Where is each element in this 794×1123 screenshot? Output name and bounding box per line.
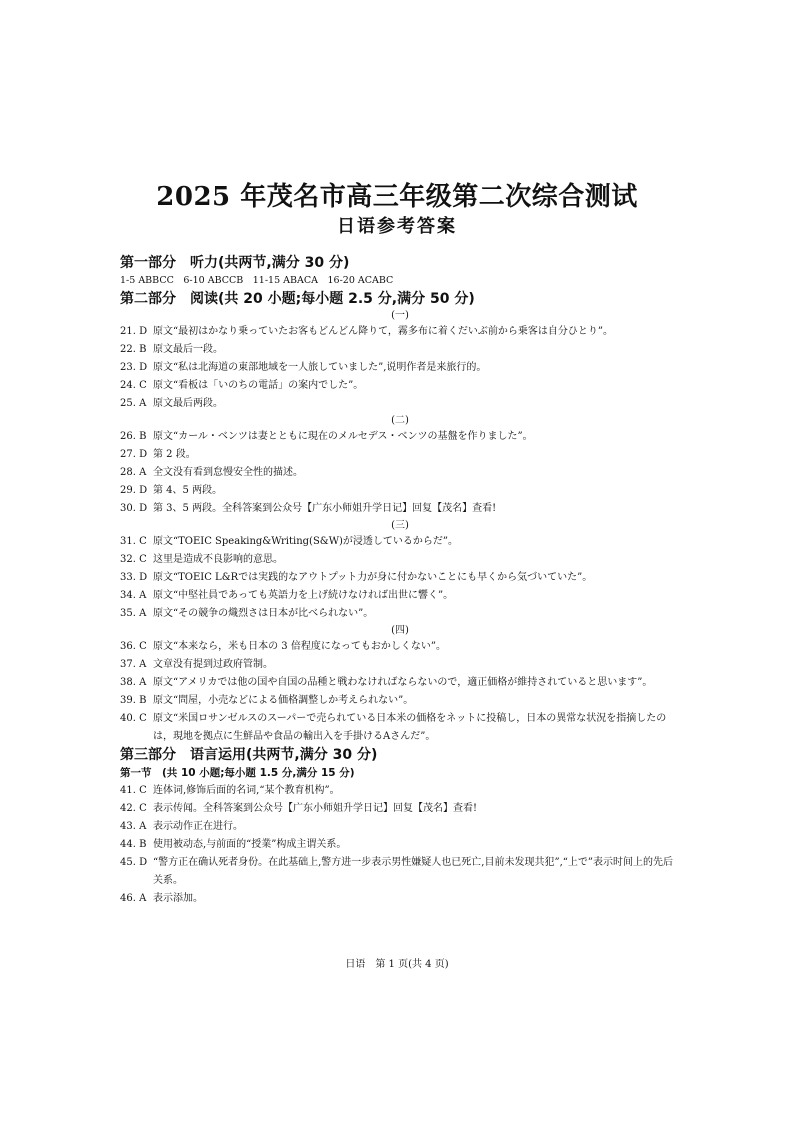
answer-explanation: 第 2 段。: [153, 449, 196, 460]
answer-item: [120, 710, 680, 746]
page-subtitle: 日语参考答案: [337, 216, 457, 237]
answer-number: 36. C: [120, 641, 147, 652]
answer-number: 46. A: [120, 893, 147, 904]
answer-number: 24. C: [120, 380, 147, 391]
answer-explanation: 连体词,修饰后面的名词,“某个教育机构”。: [153, 785, 340, 796]
answer-number: 29. D: [120, 485, 148, 496]
answer-number: 26. B: [120, 431, 147, 442]
answer-explanation: 原文“TOEIC Speaking&Writing(S&W)が浸透しているからだ”。: [153, 536, 459, 547]
answer-explanation: 原文“本来なら，米も日本の 3 倍程度になってもおかしくない”。: [153, 641, 446, 652]
answer-item: [120, 482, 680, 500]
answer-number: 39. B: [120, 695, 147, 706]
answer-item: [120, 446, 680, 464]
answer-number: 31. C: [120, 536, 147, 547]
answer-item: [120, 782, 680, 800]
answer-number: 23. D: [120, 362, 148, 373]
section1-heading: 第一节 (共 10 小题;每小题 1.5 分,满分 15 分): [120, 767, 355, 779]
answer-item: [120, 656, 680, 674]
answer-explanation: “警方正在确认死者身份。在此基础上,警方进一步表示男性嫌疑人也已死亡,目前未发现共犯”,“上で”表示时间上的先后关系。: [153, 857, 673, 886]
answer-number: 28. A: [120, 467, 147, 478]
listening-answers: 1-5 ABBCC 6-10 ABCCB 11-15 ABACA 16-20 ACABC: [120, 275, 394, 286]
answer-number: 44. B: [120, 839, 147, 850]
answer-number: 27. D: [120, 449, 148, 460]
answer-explanation: 原文“私は北海道の東部地域を一人旅していました”,说明作者是来旅行的。: [153, 362, 487, 373]
answer-number: 21. D: [120, 326, 148, 337]
answer-content: [120, 254, 680, 908]
answer-number: 45. D: [120, 857, 148, 868]
answer-explanation: 原文最后两段。: [153, 398, 223, 409]
answer-explanation: 原文“米国ロサンゼルスのスーパーで売られている日本米の価格をネットに投稿し，日本の異常な状況を指摘したのは，現地を拠点に生鮮品や食品の輸出入を手掛けるAさんだ”。: [153, 713, 667, 742]
answer-item: [120, 359, 680, 377]
section-marker: (三): [391, 520, 409, 531]
answer-item: [120, 818, 680, 836]
answer-number: 22. B: [120, 344, 147, 355]
answer-explanation: 第 4、5 两段。: [153, 485, 223, 496]
answer-explanation: 原文最后一段。: [153, 344, 223, 355]
answer-item: [120, 605, 680, 623]
page-title: 2025 年茂名市高三年级第二次综合测试: [156, 182, 638, 212]
answer-item: [120, 890, 680, 908]
answer-item: [120, 569, 680, 587]
answer-item: [120, 377, 680, 395]
answer-item: [120, 500, 680, 518]
section-marker: (四): [391, 625, 409, 636]
answer-item: [120, 836, 680, 854]
answer-explanation: 第 3、5 两段。全科答案到公众号【广东小师姐升学日记】回复【茂名】查看!: [153, 503, 497, 514]
answer-item: [120, 533, 680, 551]
answer-explanation: 原文“中堅社員であっても英語力を上げ続けなければ出世に響く”。: [153, 590, 454, 601]
answer-number: 37. A: [120, 659, 147, 670]
answer-number: 38. A: [120, 677, 147, 688]
answer-number: 41. C: [120, 785, 147, 796]
answer-explanation: 表示添加。: [153, 893, 203, 904]
section-marker: (二): [391, 415, 409, 426]
part2-heading: 第二部分 阅读(共 20 小题;每小题 2.5 分,满分 50 分): [120, 291, 475, 307]
answer-number: 34. A: [120, 590, 147, 601]
answer-item: [120, 638, 680, 656]
answer-explanation: 原文“問屋，小売などによる価格調整しか考えられない”。: [153, 695, 414, 706]
answer-item: [120, 674, 680, 692]
answer-number: 30. D: [120, 503, 148, 514]
answer-number: 35. A: [120, 608, 147, 619]
part3-heading: 第三部分 语言运用(共两节,满分 30 分): [120, 747, 378, 763]
answer-explanation: 使用被动态,与前面的“授業”构成主谓关系。: [153, 839, 347, 850]
answer-number: 25. A: [120, 398, 147, 409]
answer-explanation: 原文“カール・ベンツは妻とともに現在のメルセデス・ベンツの基盤を作りました”。: [153, 431, 533, 442]
answer-item: [120, 428, 680, 446]
answer-item: [120, 464, 680, 482]
answer-item: [120, 395, 680, 413]
answer-explanation: 原文“TOEIC L&Rでは実践的なアウトプット力が身に付かないことにも早くから気づいていた”。: [153, 572, 593, 583]
answer-item: [120, 692, 680, 710]
answer-explanation: 表示动作正在进行。: [153, 821, 243, 832]
answer-number: 43. A: [120, 821, 147, 832]
answer-explanation: 原文“アメリカでは他の国や自国の品種と戦わなければならないので，適正価格が維持されていると思います”。: [153, 677, 653, 688]
answer-explanation: 这里是造成不良影响的意思。: [153, 554, 283, 565]
answer-number: 42. C: [120, 803, 147, 814]
answer-number: 33. D: [120, 572, 148, 583]
answer-item: [120, 800, 680, 818]
answer-number: 32. C: [120, 554, 147, 565]
part1-heading: 第一部分 听力(共两节,满分 30 分): [120, 255, 350, 271]
page-footer: 日语 第 1 页(共 4 页): [345, 959, 449, 970]
answer-number: 40. C: [120, 713, 147, 724]
answer-explanation: 全文没有看到怠慢安全性的描述。: [153, 467, 303, 478]
answer-explanation: 原文“その競争の熾烈さは日本が比べられない”。: [153, 608, 374, 619]
answer-explanation: 原文“看板は「いのちの電話」の案内でした”。: [153, 380, 364, 391]
answer-explanation: 原文“最初はかなり乗っていたお客もどんどん降りて，霧多布に着くだいぶ前から乗客は自分ひとり”。: [153, 326, 614, 337]
answer-item: [120, 341, 680, 359]
answer-item: [120, 323, 680, 341]
answer-item: [120, 551, 680, 569]
answer-item: [120, 854, 680, 890]
section-marker: (一): [391, 310, 409, 321]
answer-explanation: 表示传闻。全科答案到公众号【广东小师姐升学日记】回复【茂名】查看!: [153, 803, 478, 814]
answer-item: [120, 587, 680, 605]
answer-explanation: 文章没有提到过政府管制。: [153, 659, 273, 670]
